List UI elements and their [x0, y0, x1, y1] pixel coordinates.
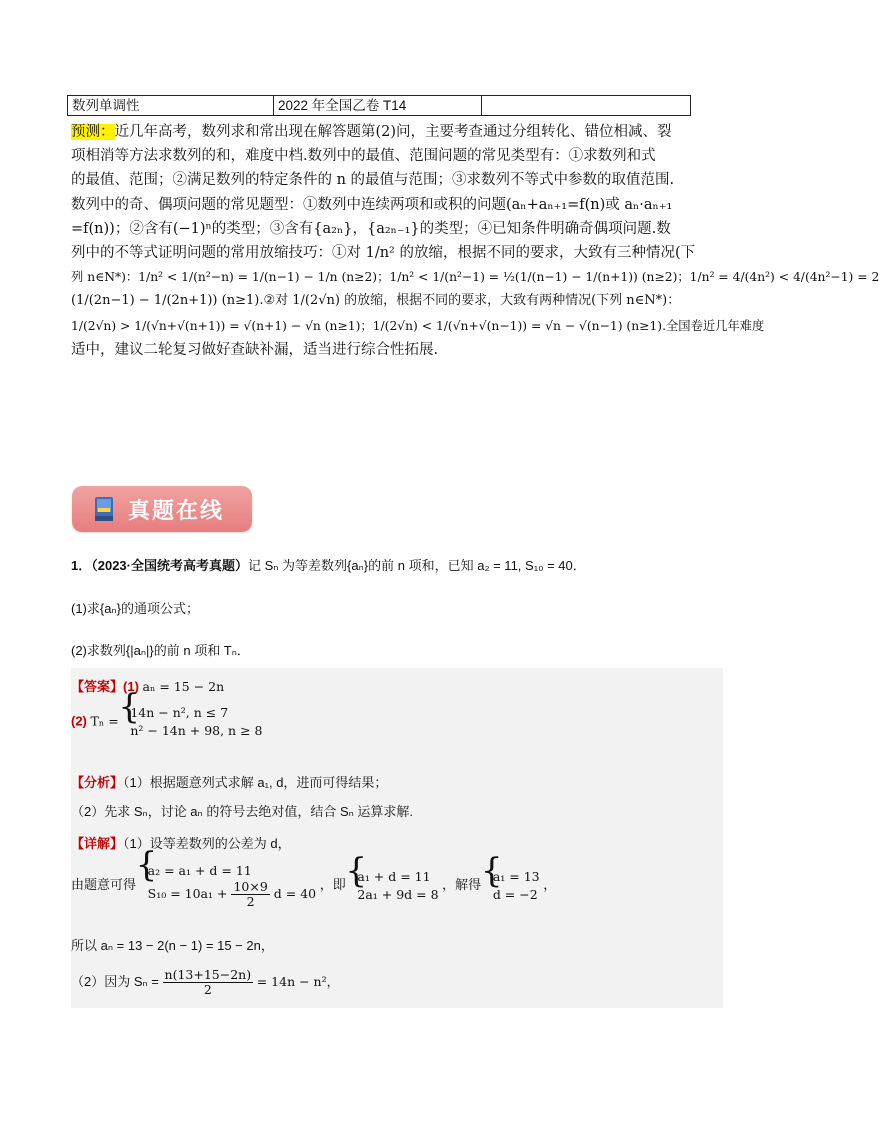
equation-system-1: { a₂ = a₁ + d = 11 S₁₀ = 10a₁ + $\frac{10\times 9}{2}$ d = 40: [140, 862, 316, 909]
analysis-line-2: （2）先求 Sₙ，讨论 aₙ 的符号去绝对值，结合 Sₙ 运算求解.: [71, 804, 414, 819]
prediction-line: 数列中的奇、偶项问题的常见题型：①数列中连续两项和或积的问题(aₙ+aₙ₊₁=f(n)或 aₙ·aₙ₊₁: [71, 196, 673, 213]
banner-title: 真题在线: [128, 499, 225, 524]
detail-label: 【详解】: [71, 836, 124, 851]
equation-system-2: { a₁ + d = 11 2a₁ + 9d = 8: [349, 868, 438, 904]
detail-line-4: （2）因为 Sₙ = $\frac{n(13+15-2n)}{2}$ = 14n − n²，: [71, 967, 340, 997]
analysis-line-1: 【分析】（1）根据题意列式求解 a₁, d，进而可得结果；: [71, 775, 388, 790]
equation-system-3: { a₁ = 13 d = −2: [485, 868, 540, 904]
prediction-tag: 预测：: [71, 124, 115, 140]
prediction-line: 列中的不等式证明问题的常用放缩技巧：①对 1/n² 的放缩，根据不同的要求，大致有三种情况(下: [71, 244, 696, 261]
prediction-line: 预测：近几年高考，数列求和常出现在解答题第(2)问，主要考查通过分组转化、错位相减、裂: [71, 124, 672, 140]
prediction-line: 1/(2√n) > 1/(√n+√(n+1)) = √(n+1) − √n (n≥1)；1/(2√n) < 1/(√n+√(n−1)) = √n − √(n−1) (n≥1).全国卷近几年难度: [71, 318, 765, 333]
prediction-line: (1/(2n−1) − 1/(2n+1)) (n≥1).②对 1/(2√n) 的放缩，根据不同的要求，大致有两种情况(下列 n∈N*)：: [71, 293, 681, 309]
detail-line-3: 所以 aₙ = 13 − 2(n − 1) = 15 − 2n，: [71, 938, 274, 953]
prediction-line: 列 n∈N*)：1/n² < 1/(n²−n) = 1/(n−1) − 1/n (n≥2)；1/n² < 1/(n²−1) = ½(1/(n−1) − 1/(n+1)) (n≥2)；1/n² = 4/(4n²) < 4/(4n²−1) = 2: [71, 270, 879, 285]
topic-cell: 数列单调性: [68, 96, 274, 115]
book-icon: [94, 496, 114, 522]
analysis-label: 【分析】: [71, 775, 124, 790]
topic-table: [67, 95, 691, 116]
prediction-line: 项相消等方法求数列的和，难度中档.数列中的最值、范围问题的常见类型有：①求数列和式: [71, 148, 656, 165]
detail-line-1: 【详解】（1）设等差数列的公差为 d，: [71, 836, 291, 851]
problem-part-1: (1)求{aₙ}的通项公式；: [71, 601, 199, 616]
empty-cell: [482, 96, 688, 115]
problem-stem: 1．（2023·全国统考高考真题）记 Sₙ 为等差数列{aₙ}的前 n 项和，已知 a₂ = 11, S₁₀ = 40．: [71, 558, 586, 573]
prediction-line: 适中，建议二轮复习做好查缺补漏，适当进行综合性拓展.: [71, 341, 439, 358]
prediction-line: =f(n))；②含有(−1)ⁿ的类型；③含有{a₂ₙ}，{a₂ₙ₋₁}的类型；④已知条件明确奇偶项问题.数: [71, 220, 671, 237]
answer-piecewise: { 14n − n², n ≤ 7 n² − 14n + 98, n ≥ 8: [122, 704, 262, 740]
prediction-line: 的最值、范围；②满足数列的特定条件的 n 的最值与范围；③求数列不等式中参数的取值范围.: [71, 172, 675, 189]
section-banner: [72, 486, 252, 532]
problem-part-2: (2)求数列{|aₙ|}的前 n 项和 Tₙ．: [71, 643, 250, 658]
answer-label: 【答案】: [71, 679, 124, 694]
problem-source: （2023·全国统考高考真题）: [91, 558, 248, 573]
answer-line-1: 【答案】(1) aₙ = 15 − 2n: [71, 679, 225, 694]
detail-line-2: 由题意可得 { a₂ = a₁ + d = 11 S₁₀ = 10a₁ + $\frac{10\times 9}{2}$ d = 40 ，即 { a₁ + d = 11 2a₁ + 9d = 8 ，解得 { a₁ = 13 d = −2 ，: [71, 862, 556, 909]
source-cell: 2022 年全国乙卷 T14: [274, 96, 482, 115]
answer-line-2: (2) Tₙ = { 14n − n², n ≤ 7 n² − 14n + 98, n ≥ 8: [71, 704, 262, 740]
prediction-paragraph: [71, 120, 879, 362]
